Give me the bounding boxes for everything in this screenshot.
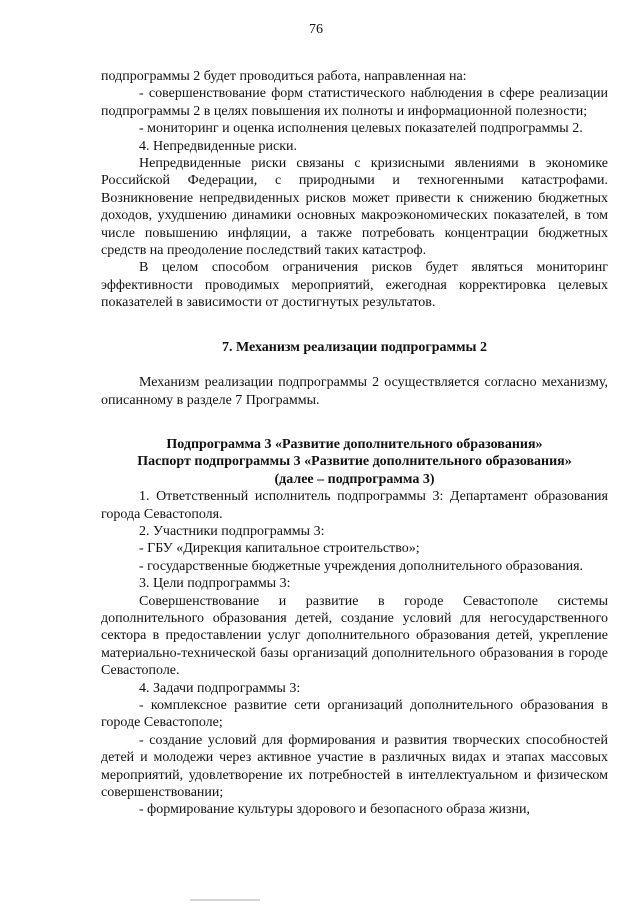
bullet-monitoring: - мониторинг и оценка исполнения целевых показателей подпрограммы 2. <box>139 121 583 137</box>
item-participants-label: 2. Участники подпрограммы 3: <box>139 523 325 539</box>
participant-item: - государственные бюджетные учреждения дополнительного образования. <box>139 558 584 574</box>
subprogram-3-passport-title: Паспорт подпрограммы 3 «Развитие дополнительного образования» <box>137 454 572 470</box>
scan-artifact <box>190 899 260 901</box>
task-item: - комплексное развитие сети организаций дополнительного образования в городе Севастополе; <box>101 698 608 731</box>
paragraph-risks: Непредвиденные риски связаны с кризисными явлениями в экономике Российской Федерации, с природными и техногенными катастрофами. Возникновение непредвиденных рисков может привести к снижению бюджетных доходов, ухудшению динамики основных макроэкономических показателей, в том числе повышению инфляции, а также потребовать концентрации бюджетных средств на преодоление последствий таких катастроф. <box>101 156 608 259</box>
task-item: - формирование культуры здорового и безопасного образа жизни, <box>139 802 531 818</box>
bullet-statistics: - совершенствование форм статистического наблюдения в сфере реализации подпрограммы 2 в целях повышения их полноты и информационной полезности; <box>101 86 608 119</box>
item-unforeseen-risks: 4. Непредвиденные риски. <box>139 138 298 154</box>
subprogram-3-title: Подпрограмма 3 «Развитие дополнительного образования» <box>166 436 543 452</box>
section-7-heading: 7. Механизм реализации подпрограммы 2 <box>222 339 487 355</box>
subprogram-3-passport-note: (далее – подпрограмма 3) <box>274 471 435 487</box>
participant-item: - ГБУ «Дирекция капитальное строительство»; <box>139 541 420 557</box>
task-item: - создание условий для формирования и развития творческих способностей детей и молодежи через активное участие в различных видах и этапах массовых мероприятий, удовлетворение их потребностей в интеллектуальном и физическом совершенствовании; <box>101 732 608 801</box>
item-tasks-label: 4. Задачи подпрограммы 3: <box>139 680 301 696</box>
paragraph-goals: Совершенствование и развитие в городе Севастополе системы дополнительного образования детей, создание условий для негосударственного сектора в предоставлении услуг дополнительного образования детей, укрепление материально-технической базы организаций дополнительного образования в городе Севастополе. <box>101 593 608 679</box>
paragraph-intro: подпрограммы 2 будет проводиться работа, направленная на: <box>101 69 467 84</box>
section-7-text: Механизм реализации подпрограммы 2 осуществляется согласно механизму, описанному в разделе 7 Программы. <box>101 375 608 408</box>
page-number: 76 <box>309 22 323 37</box>
paragraph-risk-method: В целом способом ограничения рисков будет являться мониторинг эффективности проводимых мероприятий, ежегодная корректировка целевых показателей в зависимости от достигнутых результатов. <box>101 260 608 311</box>
document-body <box>101 68 608 819</box>
item-goals-label: 3. Цели подпрограммы 3: <box>139 576 291 592</box>
item-executor: 1. Ответственный исполнитель подпрограммы 3: Департамент образования города Севастополя. <box>101 489 608 522</box>
